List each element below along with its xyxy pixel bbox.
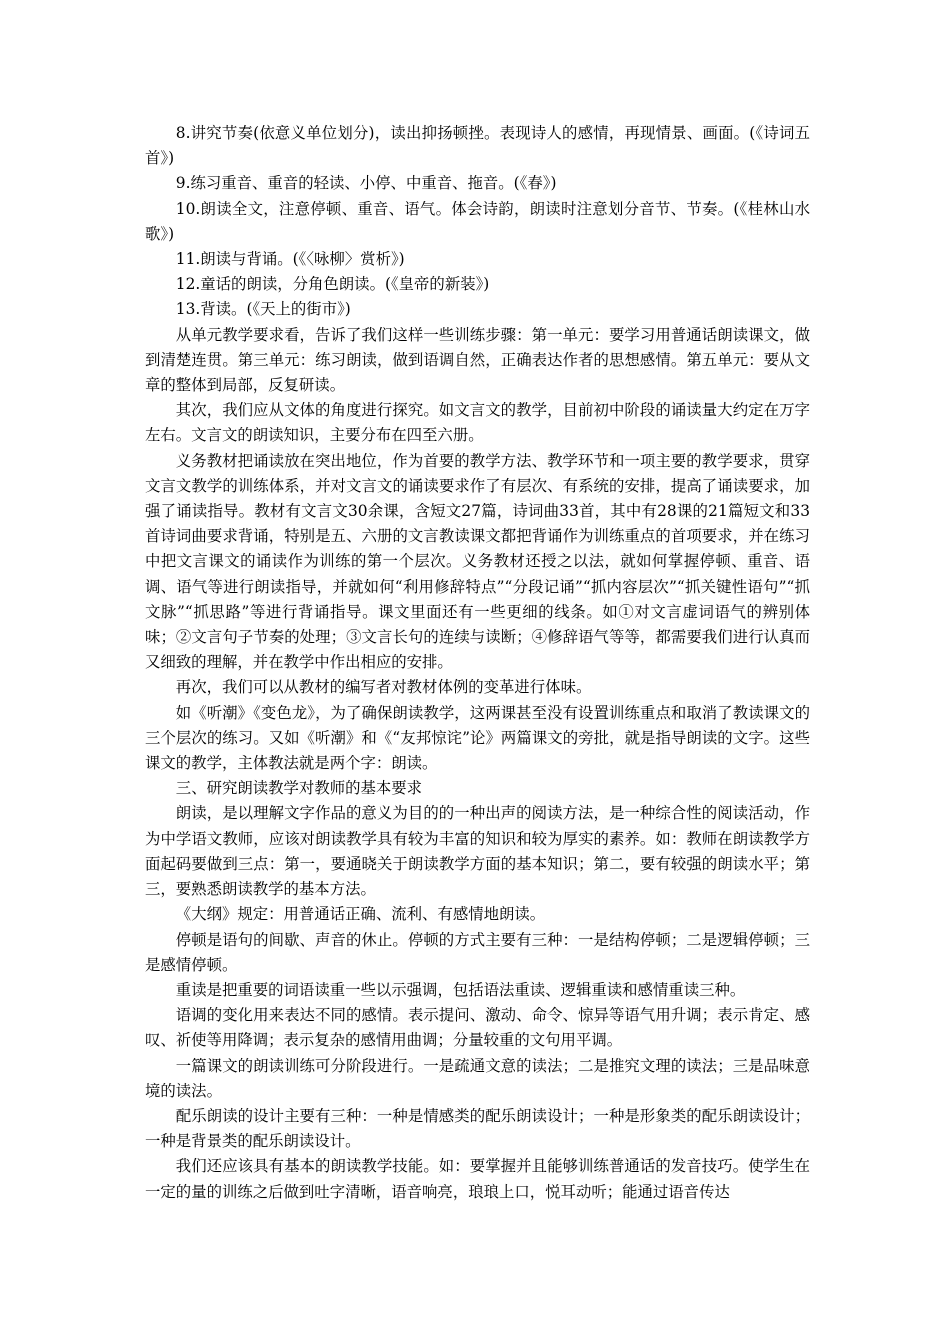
paragraph-item-13: 13.背读。(《天上的街市》) xyxy=(175,300,351,319)
paragraph-item-9: 9.练习重音、重音的轻读、小停、中重音、拖音。(《春》) xyxy=(175,174,557,193)
paragraph-pause: 停顿是语句的间歇、声音的休止。停顿的方式主要有三种：一是结构停顿；二是逻辑停顿；三是感情停顿。 xyxy=(145,930,810,974)
paragraph-item-8: 8.讲究节奏(依意义单位划分)，读出抑扬顿挫。表现诗人的感情，再现情景、画面。(《诗词五首》) xyxy=(145,124,810,168)
paragraph-genre-angle: 其次，我们应从文体的角度进行探究。如文言文的教学，目前初中阶段的诵读量大约定在万字左右。文言文的朗读知识，主要分布在四至六册。 xyxy=(145,401,810,445)
paragraph-stress: 重读是把重要的词语读重一些以示强调，包括语法重读、逻辑重读和感情重读三种。 xyxy=(175,980,746,999)
paragraph-reading-definition: 朗读，是以理解文字作品的意义为目的的一种出声的阅读方法，是一种综合性的阅读活动，作为中学语文教师，应该对朗读教学具有较为丰富的知识和较为厚实的素养。如：教师在朗读教学方面起码要做到三点：第一，要通晓关于朗读教学方面的基本知识；第二，要有较强的朗读水平；第三，要熟悉朗读教学的基本方法。 xyxy=(145,804,810,899)
paragraph-example-lessons: 如《听潮》《变色龙》，为了确保朗读教学，这两课甚至没有设置训练重点和取消了教读课文的三个层次的练习。又如《听潮》和《“友邦惊诧”论》两篇课文的旁批，就是指导朗读的文字。这些课文的教学，主体教法就是两个字：朗读。 xyxy=(145,703,810,773)
paragraph-item-11: 11.朗读与背诵。(《〈咏柳〉赏析》) xyxy=(175,250,405,269)
paragraph-stages: 一篇课文的朗读训练可分阶段进行。一是疏通文意的读法；二是推究文理的读法；三是品味意境的读法。 xyxy=(145,1056,810,1100)
paragraph-unit-requirements: 从单元教学要求看，告诉了我们这样一些训练步骤：第一单元：要学习用普通话朗读课文，做到清楚连贯。第三单元：练习朗读，做到语调自然，正确表达作者的思想感情。第五单元：要从文章的整体到局部，反复研读。 xyxy=(145,325,810,395)
paragraph-recitation-emphasis: 义务教材把诵读放在突出地位，作为首要的教学方法、教学环节和一项主要的教学要求，贯穿文言文教学的训练体系，并对文言文的诵读要求作了有层次、有系统的安排，提高了诵读要求，加强了诵读指导。教材有文言文30余课，含短文27篇，诗词曲33首，其中有28课的21篇短文和33首诗词曲要求背诵，特别是五、六册的文言教读课文都把背诵作为训练重点的首项要求，并在练习中把文言课文的诵读作为训练的第一个层次。义务教材还授之以法，就如何掌握停顿、重音、语调、语气等进行朗读指导，并就如何“利用修辞特点”“分段记诵”“抓内容层次”“抓关键性语句”“抓文脉”“抓思路”等进行背诵指导。课文里面还有一些更细的线条。如①对文言虚词语气的辨别体味；②文言句子节奏的处理；③文言长句的连续与读断；④修辞语气等等，都需要我们进行认真而又细致的理解，并在教学中作出相应的安排。 xyxy=(145,451,810,672)
section-heading-teacher-requirements: 三、研究朗读教学对教师的基本要求 xyxy=(175,779,423,798)
paragraph-item-12: 12.童话的朗读，分角色朗读。(《皇帝的新装》) xyxy=(175,275,490,294)
paragraph-syllabus: 《大纲》规定：用普通话正确、流利、有感情地朗读。 xyxy=(175,905,546,924)
paragraph-editor-perspective: 再次，我们可以从教材的编写者对教材体例的变革进行体味。 xyxy=(175,678,592,697)
document-body xyxy=(145,121,810,1205)
paragraph-item-10: 10.朗读全文，注意停顿、重音、语气。体会诗韵，朗读时注意划分音节、节奏。(《桂林山水歌》) xyxy=(145,199,811,243)
paragraph-music-reading: 配乐朗读的设计主要有三种：一种是情感类的配乐朗读设计；一种是形象类的配乐朗读设计；一种是背景类的配乐朗读设计。 xyxy=(145,1106,810,1151)
paragraph-skills: 我们还应该具有基本的朗读教学技能。如：要掌握并且能够训练普通话的发音技巧。使学生在一定的量的训练之后做到吐字清晰，语音响亮，琅琅上口，悦耳动听；能通过语音传达 xyxy=(145,1157,810,1201)
paragraph-intonation: 语调的变化用来表达不同的感情。表示提问、激动、命令、惊异等语气用升调；表示肯定、感叹、祈使等用降调；表示复杂的感情用曲调；分量较重的文句用平调。 xyxy=(145,1006,810,1050)
